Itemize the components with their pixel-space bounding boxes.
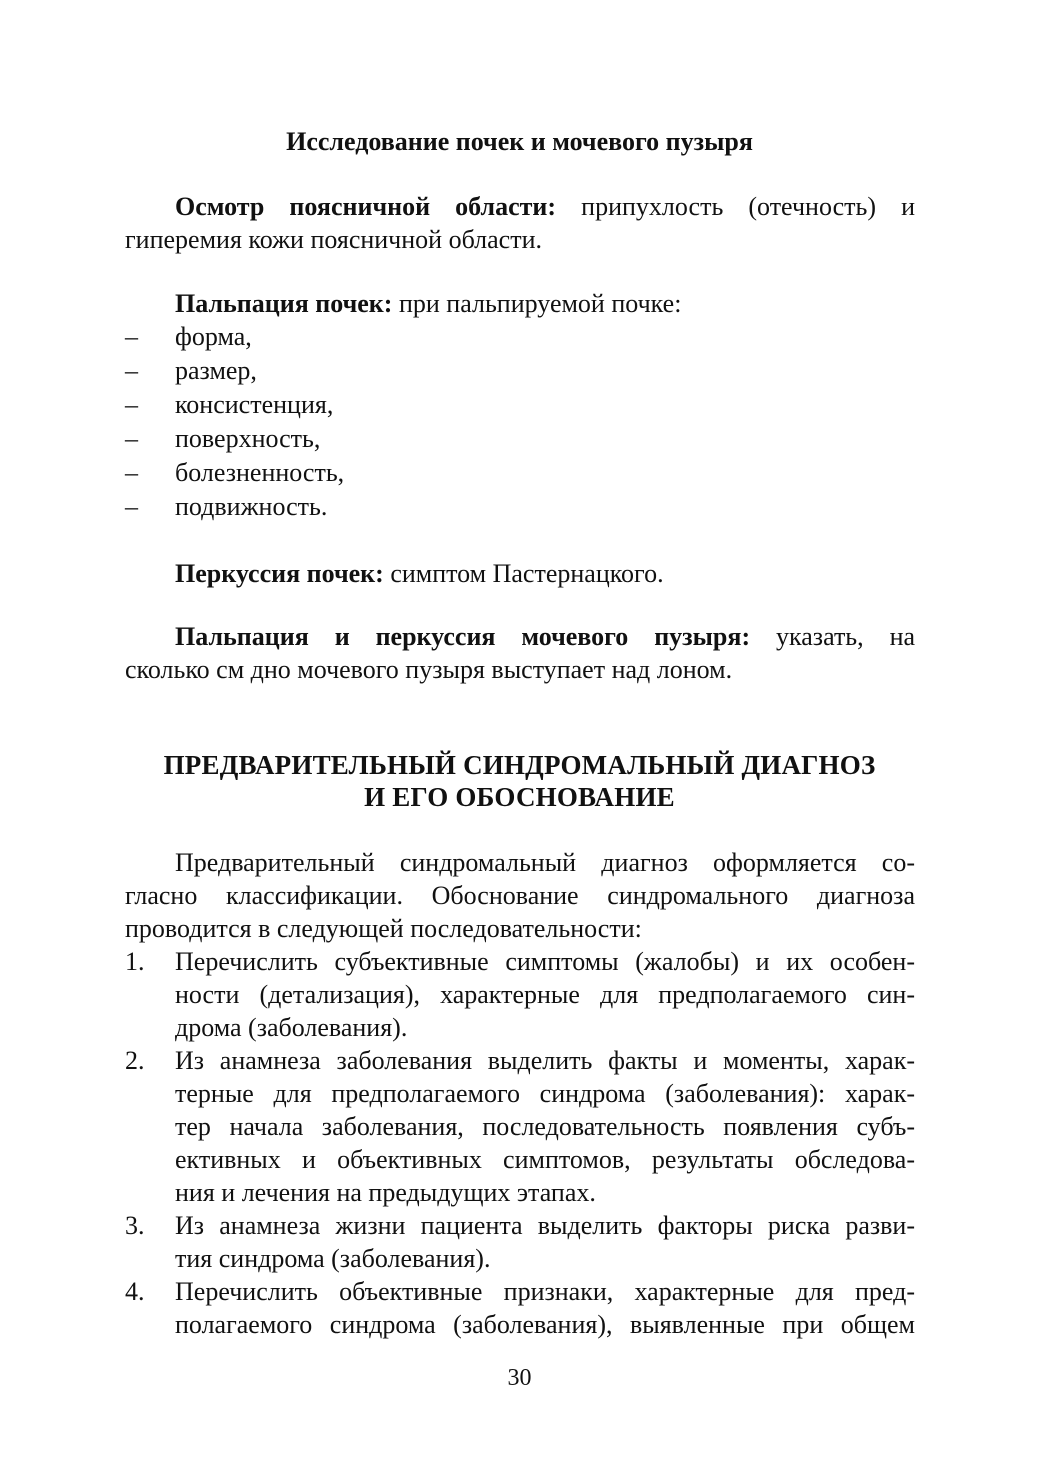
list-item: поверхность, [175, 424, 321, 453]
diagnosis-heading-line-2: И ЕГО ОБОСНОВАНИЕ [364, 782, 675, 812]
step-line: полагаемого синдрома (заболевания), выявленные при общем [175, 1310, 915, 1339]
inspection-text-1: припухлость (отечность) и [581, 192, 916, 221]
step-number: 4. [125, 1277, 145, 1306]
percussion-text: симптом Пастернацкого. [390, 559, 664, 588]
step-line: ности (детализация), характерные для предполагаемого син- [175, 980, 915, 1009]
bladder-text-1: указать, на [776, 622, 916, 651]
inspection-paragraph-line-2: гиперемия кожи поясничной области. [125, 225, 543, 254]
step-line: терные для предполагаемого синдрома (заболевания): харак- [175, 1079, 915, 1108]
list-marker: – [125, 424, 138, 453]
step-number: 3. [125, 1211, 145, 1240]
step-line: ния и лечения на предыдущих этапах. [175, 1178, 596, 1207]
percussion-paragraph [175, 557, 915, 590]
palpation-label: Пальпация почек: [175, 289, 393, 318]
step-line: тия синдрома (заболевания). [175, 1244, 491, 1273]
step-number: 1. [125, 947, 145, 976]
step-line: Из анамнеза заболевания выделить факты и моменты, харак- [175, 1046, 915, 1075]
percussion-label: Перкуссия почек: [175, 559, 384, 588]
bladder-paragraph-line-1 [175, 620, 915, 653]
step-line: Перечислить субъективные симптомы (жалобы) и их особен- [175, 947, 915, 976]
list-item: болезненность, [175, 458, 345, 487]
list-item: размер, [175, 356, 257, 385]
page-number: 30 [507, 1365, 532, 1391]
list-marker: – [125, 322, 138, 351]
bladder-label: Пальпация и перкуссия мочевого пузыря: [175, 622, 751, 651]
intro-line: гласно классификации. Обоснование синдромального диагноза [125, 881, 915, 910]
step-line: дрома (заболевания). [175, 1013, 408, 1042]
list-item: форма, [175, 322, 252, 351]
step-number: 2. [125, 1046, 145, 1075]
step-line: Из анамнеза жизни пациента выделить факторы риска разви- [175, 1211, 915, 1240]
inspection-paragraph-line-1 [175, 190, 915, 223]
step-line: тер начала заболевания, последовательность появления субъ- [175, 1112, 915, 1141]
list-item: консистенция, [175, 390, 334, 419]
list-marker: – [125, 390, 138, 419]
inspection-label: Осмотр поясничной области: [175, 192, 557, 221]
bladder-paragraph-line-2: сколько см дно мочевого пузыря выступает над лоном. [125, 655, 733, 684]
list-marker: – [125, 492, 138, 521]
intro-line: проводится в следующей последовательности: [125, 914, 642, 943]
step-line: Перечислить объективные признаки, характерные для пред- [175, 1277, 915, 1306]
palpation-paragraph [175, 287, 915, 320]
list-marker: – [125, 458, 138, 487]
intro-line: Предварительный синдромальный диагноз оформляется со- [175, 848, 915, 877]
palpation-text: при пальпируемой почке: [398, 289, 682, 318]
list-marker: – [125, 356, 138, 385]
step-line: ективных и объективных симптомов, результаты обследова- [175, 1145, 915, 1174]
section-title: Исследование почек и мочевого пузыря [286, 127, 753, 156]
diagnosis-heading-line-1: ПРЕДВАРИТЕЛЬНЫЙ СИНДРОМАЛЬНЫЙ ДИАГНОЗ [163, 750, 876, 780]
list-item: подвижность. [175, 492, 328, 521]
